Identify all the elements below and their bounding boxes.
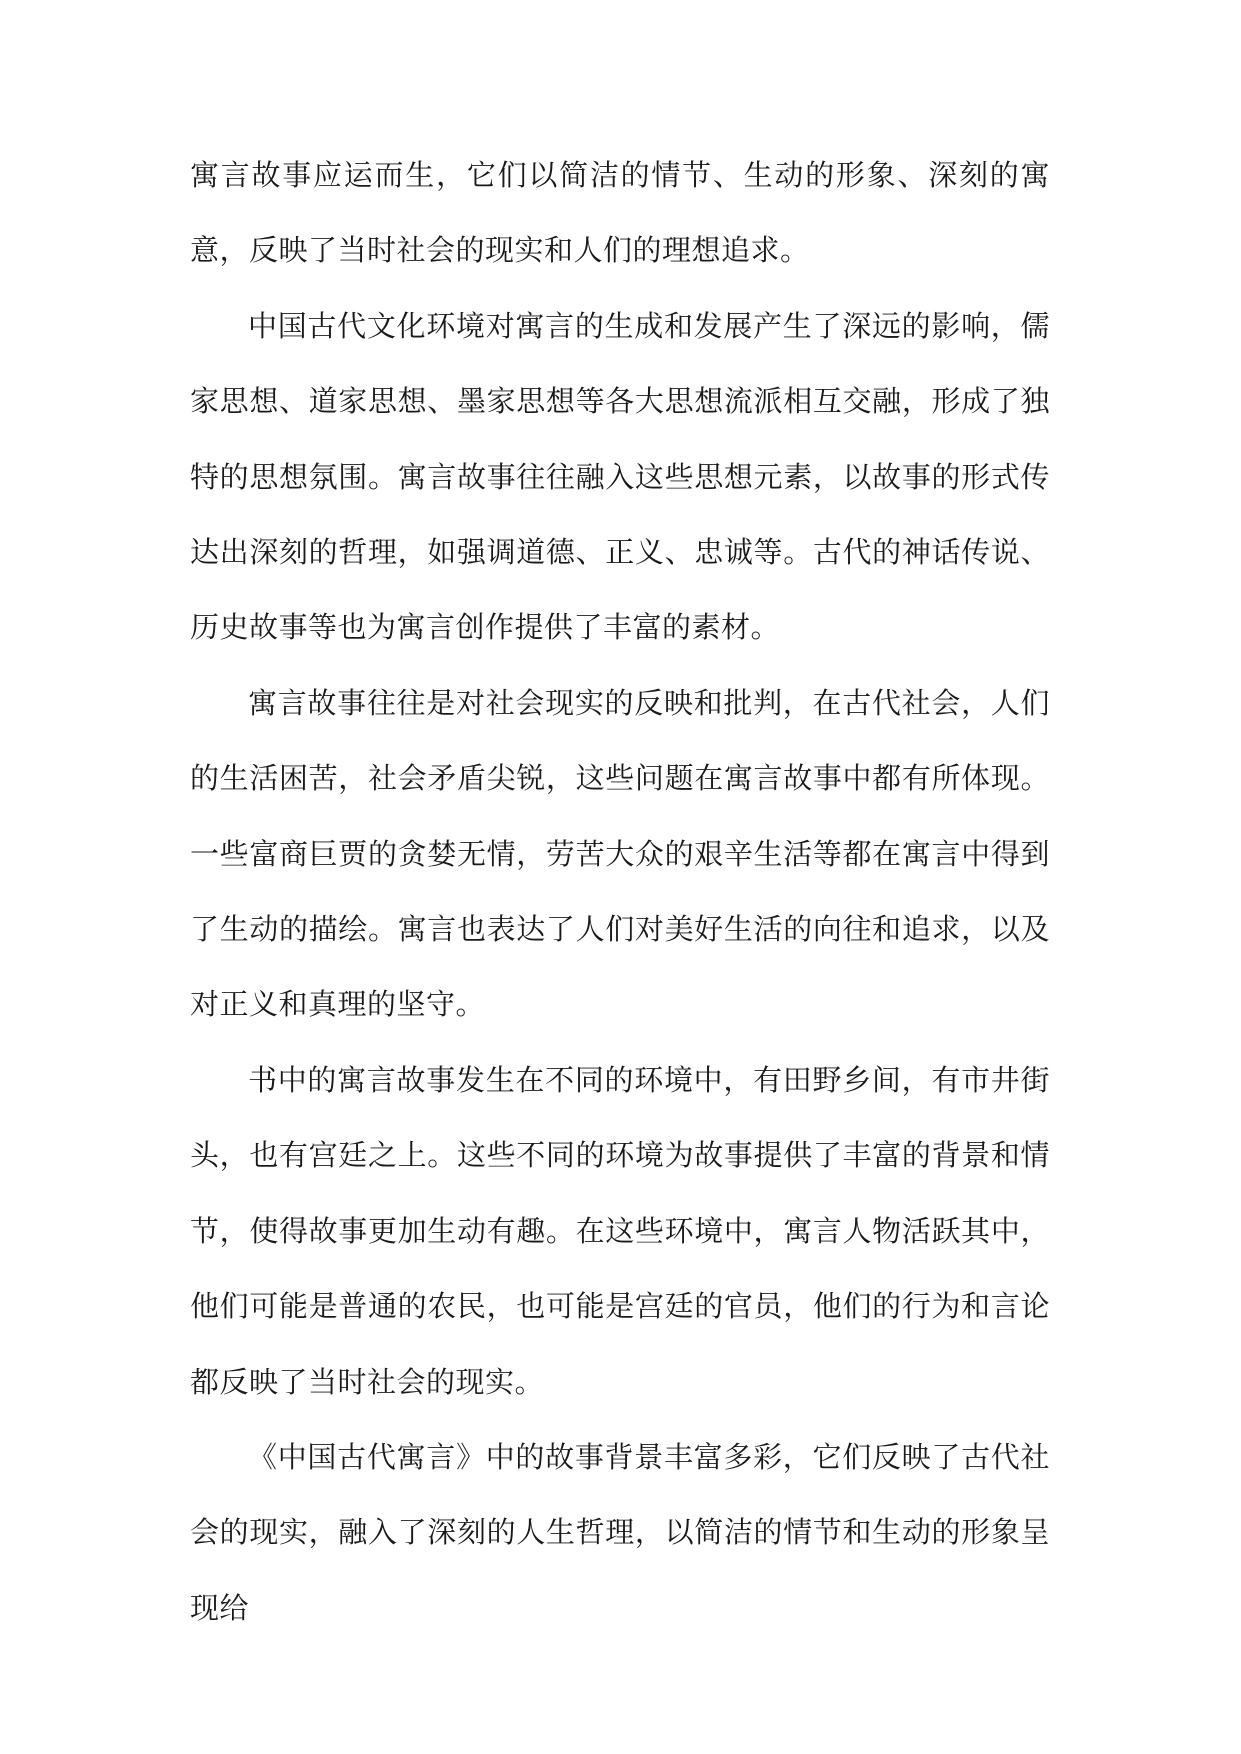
paragraph: 《中国古代寓言》中的故事背景丰富多彩，它们反映了古代社会的现实，融入了深刻的人生哲理，以简洁的情节和生动的形象呈现给: [190, 1439, 1050, 1625]
paragraph: 书中的寓言故事发生在不同的环境中，有田野乡间，有市井街头，也有宫廷之上。这些不同的环境为故事提供了丰富的背景和情节，使得故事更加生动有趣。在这些环境中，寓言人物活跃其中，他们可能是普通的农民，也可能是宫廷的官员，他们的行为和言论都反映了当时社会的现实。: [190, 1062, 1050, 1399]
document-body: [190, 138, 1050, 1646]
paragraph: 中国古代文化环境对寓言的生成和发展产生了深远的影响，儒家思想、道家思想、墨家思想等各大思想流派相互交融，形成了独特的思想氛围。寓言故事往往融入这些思想元素，以故事的形式传达出深刻的哲理，如强调道德、正义、忠诚等。古代的神话传说、历史故事等也为寓言创作提供了丰富的素材。: [190, 308, 1050, 645]
paragraph: 寓言故事往往是对社会现实的反映和批判，在古代社会，人们的生活困苦，社会矛盾尖锐，这些问题在寓言故事中都有所体现。一些富商巨贾的贪婪无情，劳苦大众的艰辛生活等都在寓言中得到了生动的描绘。寓言也表达了人们对美好生活的向往和追求，以及对正义和真理的坚守。: [190, 685, 1050, 1022]
paragraph: 寓言故事应运而生，它们以简洁的情节、生动的形象、深刻的寓意，反映了当时社会的现实和人们的理想追求。: [190, 158, 1050, 268]
